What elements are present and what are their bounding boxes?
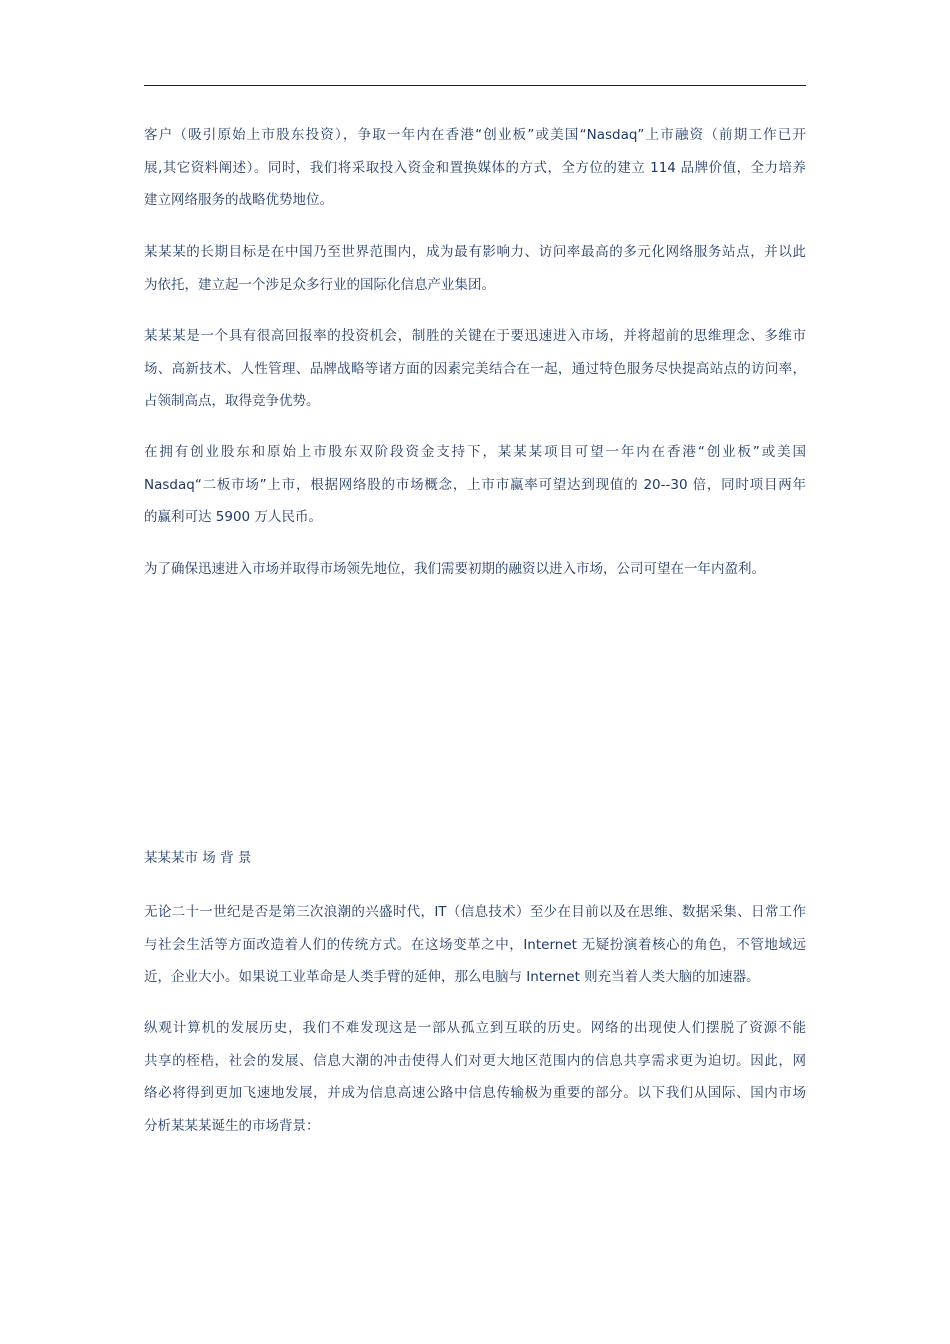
text-line: 的赢利可达 5900 万人民币。	[144, 509, 322, 525]
text-line: 络必将得到更加飞速地发展，并成为信息高速公路中信息传输极为重要的部分。以下我们从国际、国内市场	[144, 1085, 806, 1101]
paragraph-long-term-goal	[144, 236, 806, 301]
paragraph-listing-outlook	[144, 436, 806, 534]
paragraph-financing-plan	[144, 119, 806, 217]
text-line: 分析某某某诞生的市场背景：	[144, 1117, 320, 1134]
text-line: 展,其它资料阐述）。同时，我们将采取投入资金和置换媒体的方式，全方位的建立 114 品牌价值，全力培养	[144, 159, 806, 176]
text-line: 与社会生活等方面改造着人们的传统方式。在这场变革之中，Internet 无疑扮演着核心的角色，不管地域远	[144, 936, 806, 953]
text-line: 建立网络服务的战略优势地位。	[144, 192, 333, 208]
paragraph-network-history	[144, 1012, 806, 1142]
text-line: 无论二十一世纪是否是第三次浪潮的兴盛时代，IT（信息技术）至少在目前以及在思维、数据采集、日常工作	[144, 904, 806, 920]
text-line: 为依托，建立起一个涉足众多行业的国际化信息产业集团。	[144, 276, 495, 293]
paragraph-initial-financing	[144, 553, 806, 586]
text-line: 为了确保迅速进入市场并取得市场领先地位，我们需要初期的融资以进入市场，公司可望在一年内盈利。	[144, 561, 765, 577]
text-line: 某某某是一个具有很高回报率的投资机会，制胜的关键在于要迅速进入市场，并将超前的思维理念、多维市	[144, 328, 806, 344]
section-heading-market-background: 某某某市 场 背 景	[144, 850, 252, 866]
text-line: 场、高新技术、人性管理、品牌战略等诸方面的因素完美结合在一起，通过特色服务尽快提高站点的访问率，	[144, 360, 806, 377]
text-line: 共享的桎梏，社会的发展、信息大潮的冲击使得人们对更大地区范围内的信息共享需求更为迫切。因此，网	[144, 1052, 806, 1069]
text-line: 在拥有创业股东和原始上市股东双阶段资金支持下，某某某项目可望一年内在香港“创业板”或美国	[144, 444, 806, 460]
text-line: 纵观计算机的发展历史，我们不难发现这是一部从孤立到互联的历史。网络的出现使人们摆脱了资源不能	[144, 1020, 806, 1036]
text-line: 客户（吸引原始上市股东投资），争取一年内在香港“创业板”或美国“Nasdaq”上市融资（前期工作已开	[144, 127, 806, 143]
paragraph-it-revolution	[144, 896, 806, 994]
text-line: 近，企业大小。如果说工业革命是人类手臂的延伸，那么电脑与 Internet 则充当着人类大脑的加速器。	[144, 969, 760, 985]
header-rule	[144, 85, 806, 86]
paragraph-investment-opportunity	[144, 320, 806, 418]
text-line: 某某某的长期目标是在中国乃至世界范围内，成为最有影响力、访问率最高的多元化网络服务站点，并以此	[144, 244, 806, 260]
text-line: 占领制高点，取得竞争优势。	[144, 393, 320, 409]
text-line: Nasdaq“二板市场”上市，根据网络股的市场概念，上市市赢率可望达到现值的 20--30 倍，同时项目两年	[144, 476, 806, 493]
